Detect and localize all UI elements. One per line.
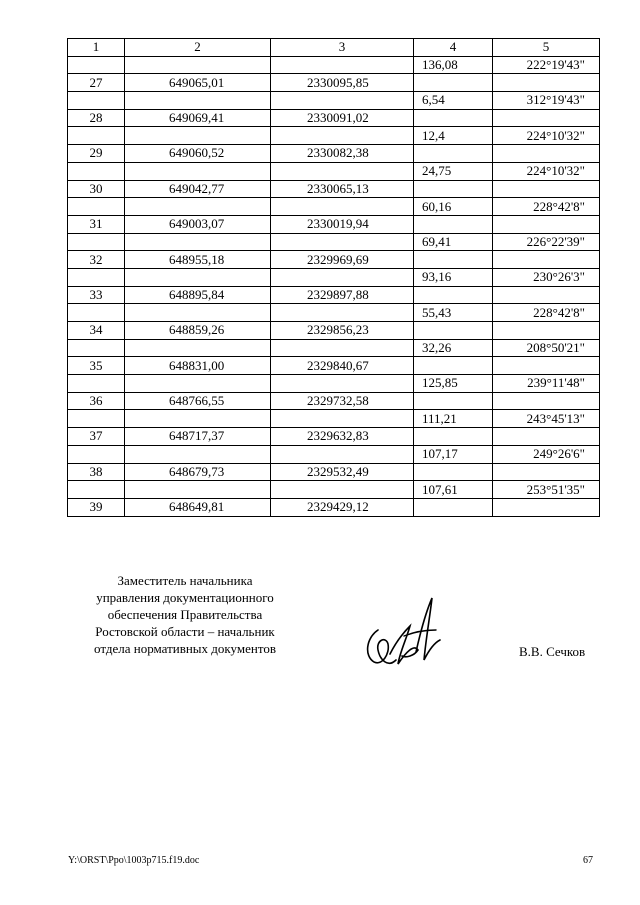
- x-coordinate-cell: 648717,37: [125, 428, 271, 446]
- table-row: [68, 145, 600, 163]
- bearing-cell: 208°50'21": [493, 339, 600, 357]
- table-header-row: [68, 39, 600, 57]
- distance-cell: 136,08: [414, 56, 493, 74]
- distance-cell: [414, 463, 493, 481]
- point-number-cell: [68, 268, 125, 286]
- bearing-cell: [493, 428, 600, 446]
- distance-cell: [414, 109, 493, 127]
- y-coordinate-cell: 2329532,49: [271, 463, 414, 481]
- point-number-cell: [68, 410, 125, 428]
- y-coordinate-cell: 2330082,38: [271, 145, 414, 163]
- bearing-cell: [493, 74, 600, 92]
- table-row: [68, 56, 600, 74]
- signer-name: В.В. Сечков: [519, 644, 586, 659]
- point-number-cell: 33: [68, 286, 125, 304]
- y-coordinate-cell: [271, 56, 414, 74]
- table-row: [68, 392, 600, 410]
- table-row: [68, 162, 600, 180]
- distance-cell: 69,41: [414, 233, 493, 251]
- table-row: [68, 304, 600, 322]
- table-row: [68, 198, 600, 216]
- point-number-cell: [68, 445, 125, 463]
- x-coordinate-cell: 648955,18: [125, 251, 271, 269]
- coordinates-table-body: [68, 39, 600, 517]
- position-line: обеспечения Правительства: [107, 607, 263, 622]
- bearing-cell: 249°26'6": [493, 445, 600, 463]
- point-number-cell: 31: [68, 215, 125, 233]
- x-coordinate-cell: 648766,55: [125, 392, 271, 410]
- bearing-cell: [493, 109, 600, 127]
- y-coordinate-cell: [271, 410, 414, 428]
- position-line: Ростовской области – начальник: [95, 624, 275, 639]
- x-coordinate-cell: [125, 481, 271, 499]
- y-coordinate-cell: 2329840,67: [271, 357, 414, 375]
- y-coordinate-cell: 2330095,85: [271, 74, 414, 92]
- table-row: [68, 92, 600, 110]
- point-number-cell: 29: [68, 145, 125, 163]
- header-col-5: 5: [493, 39, 600, 57]
- header-col-3: 3: [271, 39, 414, 57]
- point-number-cell: 34: [68, 322, 125, 340]
- point-number-cell: 39: [68, 498, 125, 516]
- bearing-cell: [493, 145, 600, 163]
- y-coordinate-cell: [271, 92, 414, 110]
- position-line: отдела нормативных документов: [94, 641, 276, 656]
- point-number-cell: [68, 198, 125, 216]
- header-col-1: 1: [68, 39, 125, 57]
- table-row: [68, 233, 600, 251]
- bearing-cell: [493, 392, 600, 410]
- point-number-cell: [68, 127, 125, 145]
- x-coordinate-cell: 649060,52: [125, 145, 271, 163]
- bearing-cell: 253°51'35": [493, 481, 600, 499]
- point-number-cell: [68, 304, 125, 322]
- table-row: [68, 322, 600, 340]
- y-coordinate-cell: [271, 198, 414, 216]
- distance-cell: [414, 180, 493, 198]
- point-number-cell: 28: [68, 109, 125, 127]
- bearing-cell: [493, 322, 600, 340]
- bearing-cell: 243°45'13": [493, 410, 600, 428]
- y-coordinate-cell: 2330091,02: [271, 109, 414, 127]
- distance-cell: [414, 357, 493, 375]
- y-coordinate-cell: [271, 339, 414, 357]
- header-col-2: 2: [125, 39, 271, 57]
- x-coordinate-cell: 649003,07: [125, 215, 271, 233]
- bearing-cell: [493, 180, 600, 198]
- bearing-cell: 312°19'43": [493, 92, 600, 110]
- y-coordinate-cell: 2329856,23: [271, 322, 414, 340]
- point-number-cell: [68, 375, 125, 393]
- y-coordinate-cell: [271, 375, 414, 393]
- table-row: [68, 286, 600, 304]
- distance-cell: [414, 74, 493, 92]
- signature-position-block: [70, 572, 300, 657]
- y-coordinate-cell: 2329429,12: [271, 498, 414, 516]
- bearing-cell: 226°22'39": [493, 233, 600, 251]
- y-coordinate-cell: [271, 127, 414, 145]
- x-coordinate-cell: 648859,26: [125, 322, 271, 340]
- table-row: [68, 410, 600, 428]
- distance-cell: 125,85: [414, 375, 493, 393]
- x-coordinate-cell: 648649,81: [125, 498, 271, 516]
- table-row: [68, 74, 600, 92]
- point-number-cell: 38: [68, 463, 125, 481]
- bearing-cell: [493, 498, 600, 516]
- point-number-cell: 35: [68, 357, 125, 375]
- distance-cell: 32,26: [414, 339, 493, 357]
- x-coordinate-cell: [125, 445, 271, 463]
- bearing-cell: 222°19'43": [493, 56, 600, 74]
- distance-cell: [414, 145, 493, 163]
- bearing-cell: [493, 215, 600, 233]
- handwritten-signature: [360, 590, 445, 672]
- x-coordinate-cell: 648679,73: [125, 463, 271, 481]
- distance-cell: 93,16: [414, 268, 493, 286]
- table-row: [68, 481, 600, 499]
- bearing-cell: 224°10'32": [493, 162, 600, 180]
- bearing-cell: 224°10'32": [493, 127, 600, 145]
- distance-cell: [414, 498, 493, 516]
- bearing-cell: [493, 251, 600, 269]
- table-row: [68, 428, 600, 446]
- x-coordinate-cell: 649069,41: [125, 109, 271, 127]
- y-coordinate-cell: [271, 233, 414, 251]
- x-coordinate-cell: [125, 268, 271, 286]
- distance-cell: 12,4: [414, 127, 493, 145]
- y-coordinate-cell: [271, 162, 414, 180]
- y-coordinate-cell: [271, 481, 414, 499]
- bearing-cell: [493, 463, 600, 481]
- bearing-cell: 228°42'8": [493, 304, 600, 322]
- table-row: [68, 109, 600, 127]
- point-number-cell: 30: [68, 180, 125, 198]
- position-line: Заместитель начальника: [117, 573, 253, 588]
- x-coordinate-cell: 649065,01: [125, 74, 271, 92]
- table-row: [68, 445, 600, 463]
- y-coordinate-cell: [271, 304, 414, 322]
- y-coordinate-cell: [271, 445, 414, 463]
- table-row: [68, 339, 600, 357]
- point-number-cell: [68, 339, 125, 357]
- table-row: [68, 498, 600, 516]
- x-coordinate-cell: [125, 127, 271, 145]
- x-coordinate-cell: [125, 375, 271, 393]
- table-row: [68, 251, 600, 269]
- x-coordinate-cell: [125, 410, 271, 428]
- coordinates-table: [67, 38, 600, 517]
- x-coordinate-cell: 648895,84: [125, 286, 271, 304]
- distance-cell: 60,16: [414, 198, 493, 216]
- table-row: [68, 463, 600, 481]
- y-coordinate-cell: 2329969,69: [271, 251, 414, 269]
- distance-cell: [414, 392, 493, 410]
- position-line: управления документационного: [96, 590, 274, 605]
- y-coordinate-cell: 2329732,58: [271, 392, 414, 410]
- distance-cell: [414, 251, 493, 269]
- point-number-cell: 37: [68, 428, 125, 446]
- x-coordinate-cell: [125, 198, 271, 216]
- table-row: [68, 268, 600, 286]
- distance-cell: 107,17: [414, 445, 493, 463]
- x-coordinate-cell: [125, 56, 271, 74]
- bearing-cell: [493, 357, 600, 375]
- table-row: [68, 215, 600, 233]
- y-coordinate-cell: 2330019,94: [271, 215, 414, 233]
- bearing-cell: 239°11'48": [493, 375, 600, 393]
- distance-cell: 24,75: [414, 162, 493, 180]
- distance-cell: [414, 215, 493, 233]
- x-coordinate-cell: [125, 339, 271, 357]
- x-coordinate-cell: 648831,00: [125, 357, 271, 375]
- x-coordinate-cell: [125, 304, 271, 322]
- bearing-cell: [493, 286, 600, 304]
- point-number-cell: [68, 56, 125, 74]
- point-number-cell: 32: [68, 251, 125, 269]
- bearing-cell: 230°26'3": [493, 268, 600, 286]
- header-col-4: 4: [414, 39, 493, 57]
- distance-cell: 6,54: [414, 92, 493, 110]
- distance-cell: 107,61: [414, 481, 493, 499]
- y-coordinate-cell: 2329632,83: [271, 428, 414, 446]
- point-number-cell: 36: [68, 392, 125, 410]
- point-number-cell: [68, 233, 125, 251]
- table-row: [68, 357, 600, 375]
- distance-cell: [414, 322, 493, 340]
- x-coordinate-cell: [125, 162, 271, 180]
- table-row: [68, 375, 600, 393]
- x-coordinate-cell: 649042,77: [125, 180, 271, 198]
- y-coordinate-cell: [271, 268, 414, 286]
- y-coordinate-cell: 2330065,13: [271, 180, 414, 198]
- table-row: [68, 127, 600, 145]
- page-number: 67: [583, 855, 593, 866]
- point-number-cell: [68, 481, 125, 499]
- bearing-cell: 228°42'8": [493, 198, 600, 216]
- x-coordinate-cell: [125, 92, 271, 110]
- x-coordinate-cell: [125, 233, 271, 251]
- footer-file-path: Y:\ORST\Ppo\1003p715.f19.doc: [68, 855, 200, 866]
- distance-cell: [414, 286, 493, 304]
- distance-cell: 111,21: [414, 410, 493, 428]
- point-number-cell: [68, 162, 125, 180]
- distance-cell: 55,43: [414, 304, 493, 322]
- point-number-cell: [68, 92, 125, 110]
- table-row: [68, 180, 600, 198]
- y-coordinate-cell: 2329897,88: [271, 286, 414, 304]
- distance-cell: [414, 428, 493, 446]
- point-number-cell: 27: [68, 74, 125, 92]
